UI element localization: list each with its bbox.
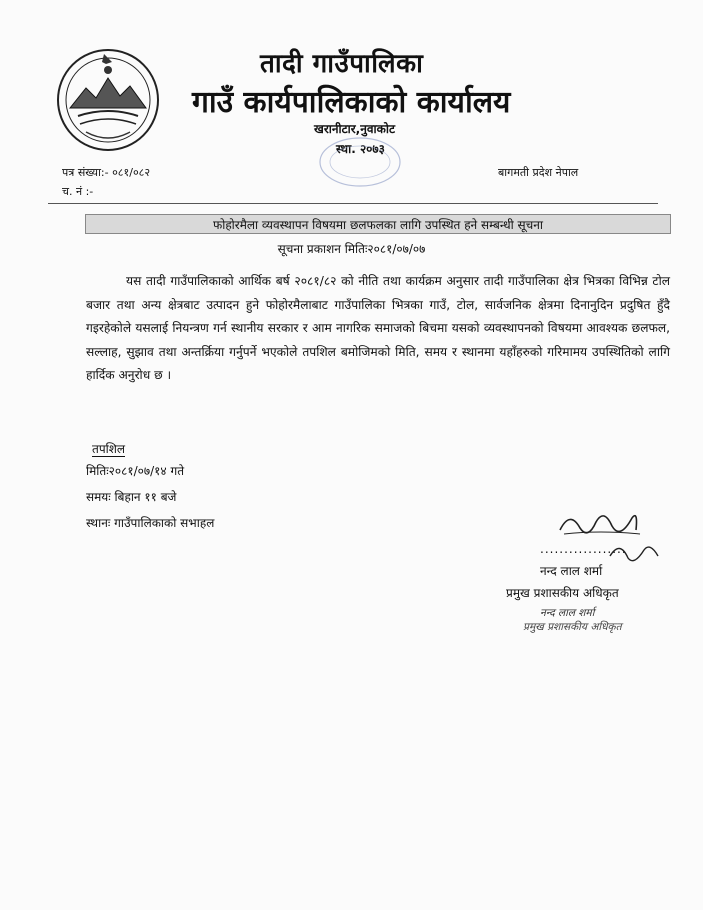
office-stamp-icon <box>300 130 420 190</box>
publication-date: सूचना प्रकाशन मितिः२०८१/०७/०७ <box>277 242 426 256</box>
office-address: खरानीटार,नुवाकोट <box>314 122 396 136</box>
establishment-year: स्था. २०७३ <box>336 142 385 156</box>
notice-body <box>86 270 670 388</box>
signatory-name: नन्द लाल शर्मा <box>540 564 603 578</box>
header-divider <box>48 203 658 204</box>
meeting-place: स्थानः गाउँपालिकाको सभाहल <box>86 516 215 530</box>
stamp-signatory-name: नन्द लाल शर्मा <box>540 607 595 619</box>
office-name: गाउँ कार्यपालिकाको कार्यालय <box>192 85 511 120</box>
signature-line: .................. <box>540 542 627 556</box>
handwritten-signature-icon <box>540 500 670 570</box>
municipality-name: तादी गाउँपालिका <box>260 49 424 79</box>
nepal-government-emblem-icon <box>56 48 160 152</box>
dispatch-number: च. नं :- <box>62 185 94 198</box>
province-name: बागमती प्रदेश नेपाल <box>498 166 579 179</box>
stamp-signatory-title: प्रमुख प्रशासकीय अधिकृत <box>523 621 622 633</box>
meeting-time: समयः बिहान ११ बजे <box>86 490 177 504</box>
letter-number: पत्र संख्या:- ०८१/०८२ <box>62 166 151 179</box>
notice-body-text: यस तादी गाउँपालिकाको आर्थिक बर्ष २०८१/८२ को नीति तथा कार्यक्रम अनुसार तादी गाउँपालिका क्षेत्र भित्रका विभिन्न टोल बजार तथा अन्य क्षेत्रबाट उत्पादन हुने फोहोरमैलाबाट गाउँपालिका भित्रका गाउँ, टोल, सार्वजनिक क्षेत्रमा दिनानुदिन प्रदुषित हुँदै गइरहेकोले यसलाई नियन्त्रण गर्न स्थानीय सरकार र आम नागरिक समाजको बिचमा यसको व्यवस्थापनको विषयमा आवश्यक छलफल, सल्लाह, सुझाव तथा अन्तर्क्रिया गर्नुपर्ने भएकोले तपशिल बमोजिमको मिति, समय र स्थानमा यहाँहरुको गरिमामय उपस्थितिको लागि हार्दिक अनुरोध छ । <box>86 274 670 383</box>
notice-subject: फोहोरमैला व्यवस्थापन विषयमा छलफलका लागि उपस्थित हने सम्बन्धी सूचना <box>85 214 671 234</box>
details-heading: तपशिल <box>92 442 126 456</box>
signatory-title: प्रमुख प्रशासकीय अधिकृत <box>506 586 619 600</box>
meeting-date: मितिः२०८१/०७/१४ गते <box>86 464 185 478</box>
